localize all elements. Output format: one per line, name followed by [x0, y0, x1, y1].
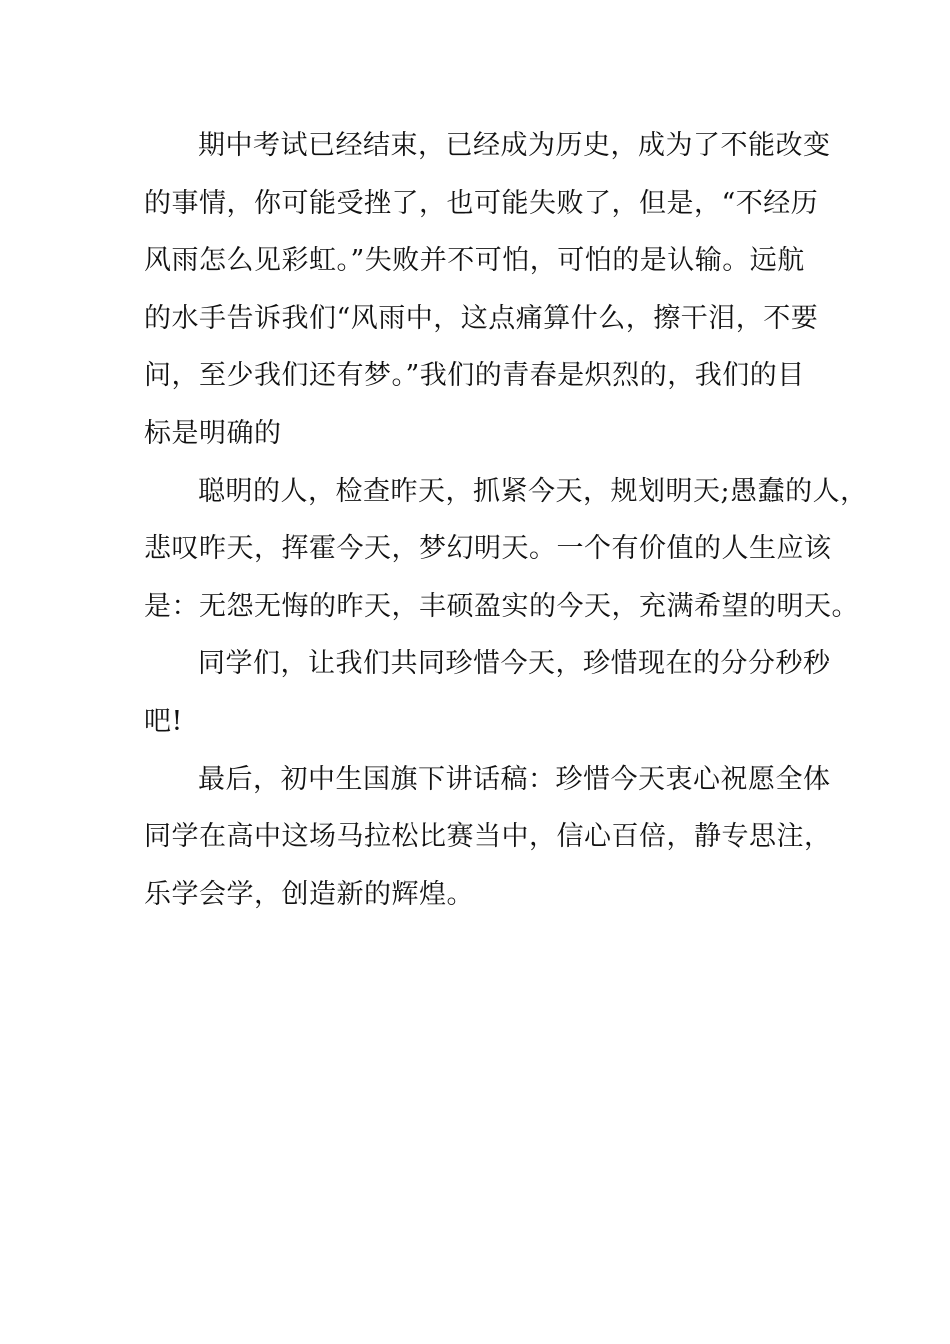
text-line: 聪明的人，检查昨天，抓紧今天，规划明天;愚蠢的人，: [198, 475, 868, 507]
document-body: [144, 117, 868, 923]
text-line: 同学们，让我们共同珍惜今天，珍惜现在的分分秒秒: [198, 648, 831, 680]
text-line: 期中考试已经结束，已经成为历史，成为了不能改变: [198, 130, 831, 161]
text-line: 乐学会学，创造新的辉煌。: [144, 878, 474, 910]
text-line: 同学在高中这场马拉松比赛当中，信心百倍，静专思注，: [144, 821, 832, 853]
text-line: 最后，初中生国旗下讲话稿：珍惜今天衷心祝愿全体: [198, 763, 831, 795]
paragraph-2: [144, 463, 868, 636]
text-line: 风雨怎么见彩虹。”失败并不可怕，可怕的是认输。远航: [144, 245, 805, 277]
text-line: 是：无怨无悔的昨天，丰硕盈实的今天，充满希望的明天。: [144, 590, 859, 622]
text-line: 悲叹昨天，挥霍今天，梦幻明天。一个有价值的人生应该: [144, 533, 832, 565]
paragraph-4: [144, 751, 832, 924]
text-line: 问，至少我们还有梦。”我们的青春是炽烈的，我们的目: [144, 360, 805, 392]
text-line: 标是明确的: [144, 417, 282, 449]
text-line: 的水手告诉我们“风雨中，这点痛算什么，擦干泪，不要: [144, 302, 819, 334]
paragraph-1: [144, 117, 831, 463]
paragraph-3: [144, 635, 831, 750]
text-line: 的事情，你可能受挫了，也可能失败了，但是，“不经历: [144, 187, 819, 219]
text-line: 吧!: [144, 705, 183, 737]
